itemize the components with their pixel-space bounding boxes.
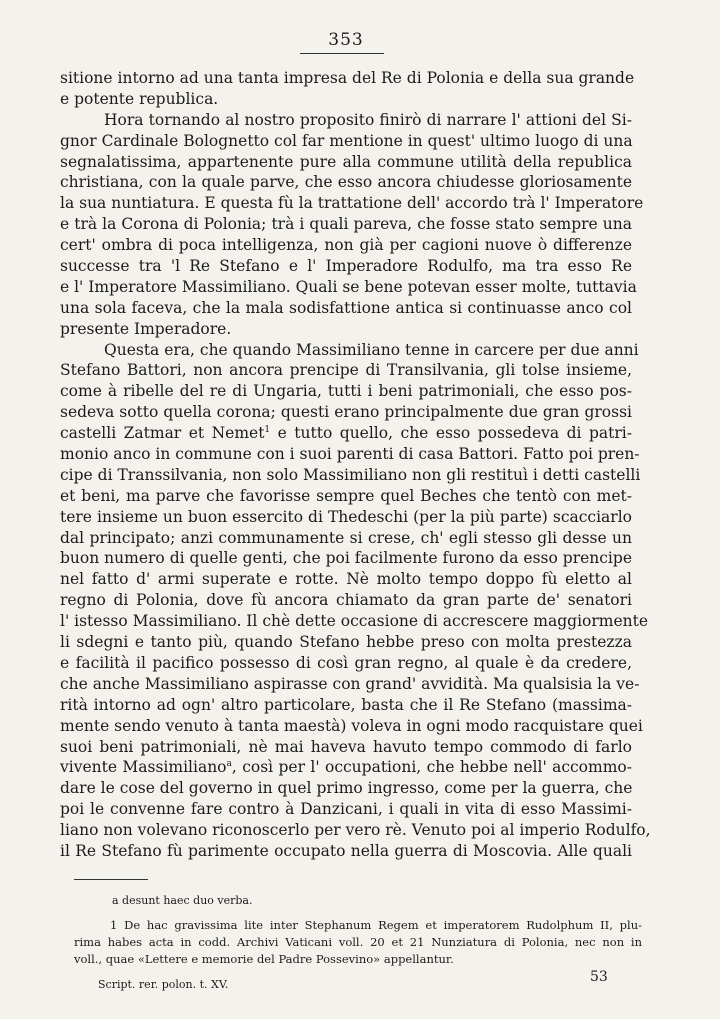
text-line: tere insieme un buon essercito di Thedeschi (per la più parte) scacciarlo [60, 507, 632, 526]
footnote-line: voll., quae «Lettere e memorie del Padre Possevino» appellantur. [74, 952, 454, 966]
text-segment: e tutto quello, che esso possedeva di patri- [277, 424, 632, 443]
footnote-rule [74, 879, 148, 880]
folio-number: 53 [590, 969, 608, 985]
text-segment: vivente Massimiliano [60, 758, 227, 777]
text-line: come à ribelle del re di Ungaria, tutti i beni patrimoniali, che esso pos- [60, 382, 632, 401]
body-text [60, 68, 651, 862]
text-line: il Re Stefano fù parimente occupato nella guerra di Moscovia. Alle quali [60, 841, 632, 860]
text-line: sedeva sotto quella corona; questi erano principalmente due gran grossi [60, 403, 632, 422]
page-number: 353 [328, 30, 364, 50]
footnote-a: a desunt haec duo verba. [112, 894, 253, 907]
text-line: l' istesso Massimiliano. Il chè dette occasione di accrescere maggiormente [60, 612, 649, 631]
text-line: et beni, ma parve che favorisse sempre quel Beches che tentò con met- [60, 486, 632, 505]
footnote-line: 1 De hac gravissima lite inter Stephanum Regem et imperatorem Rudolphum II, plu- [110, 918, 642, 932]
text-line [60, 423, 632, 444]
text-line: e facilità il pacifico possesso di così gran regno, al quale è da credere, [60, 653, 632, 672]
text-line: li sdegni e tanto più, quando Stefano hebbe preso con molta prestezza [60, 633, 632, 652]
text-line: poi le convenne fare contro à Danzicani, i quali in vita di esso Massimi- [60, 800, 632, 819]
footnote-1 [74, 917, 642, 968]
text-line: sitione intorno ad una tanta impresa del Re di Polonia e della sua grande [60, 69, 635, 87]
text-line [60, 757, 632, 778]
text-line: Stefano Battori, non ancora prencipe di Transilvania, gli tolse insieme, [60, 361, 632, 380]
text-line: buon numero di quelle genti, che poi facilmente furono da esso prencipe [60, 549, 632, 568]
text-line: successe tra 'l Re Stefano e l' Imperadore Rodulfo, ma tra esso Re [60, 257, 632, 276]
text-line: dal principato; anzi communamente si crese, ch' egli stesso gli desse un [60, 528, 632, 547]
text-line: cipe di Transsilvania, non solo Massimiliano non gli restituì i detti castelli [60, 465, 641, 484]
signature-mark: Script. rer. polon. t. XV. [98, 978, 229, 991]
text-line: una sola faceva, che la mala sodisfattione antica si continuasse anco col [60, 298, 632, 317]
text-line: mente sendo venuto à tanta maestà) voleva in ogni modo racquistare quei [60, 716, 643, 735]
text-line: liano non volevano riconoscerlo per vero rè. Venuto poi al imperio Rodulfo, [60, 821, 651, 840]
text-line: regno di Polonia, dove fù ancora chiamato da gran parte de' senatori [60, 591, 632, 610]
footnote-mark: 1 [264, 424, 271, 435]
text-line: e l' Imperatore Massimiliano. Quali se bene potevan esser molte, tuttavia [60, 277, 637, 296]
text-line: presente Imperadore. [60, 319, 232, 338]
footnote-mark: a [226, 759, 232, 770]
text-line: suoi beni patrimoniali, nè mai haveva havuto tempo commodo di farlo [60, 737, 632, 756]
text-line: e trà la Corona di Polonia; trà i quali pareva, che fosse stato sempre una [60, 215, 632, 234]
text-line: la sua nuntiatura. E questa fù la trattatione dell' accordo trà l' Imperatore [60, 194, 644, 213]
text-segment: castelli Zatmar et Nemet [60, 424, 265, 443]
text-line: e potente republica. [60, 89, 219, 108]
text-line: che anche Massimiliano aspirasse con grand' avvidità. Ma qualsisia la ve- [60, 674, 640, 693]
text-line: rità intorno ad ogn' altro particolare, basta che il Re Stefano (massima- [60, 695, 632, 714]
text-line: Hora tornando al nostro proposito finirò di narrare l' attioni del Si- [104, 110, 632, 129]
text-line: monio anco in commune con i suoi parenti di casa Battori. Fatto poi pren- [60, 445, 640, 464]
header-rule [300, 53, 384, 54]
text-line: nel fatto d' armi superate e rotte. Nè molto tempo doppo fù eletto al [60, 570, 632, 589]
text-line: cert' ombra di poca intelligenza, non già per cagioni nuove ò differenze [60, 236, 632, 255]
footnote-line: rima habes acta in codd. Archivi Vaticani voll. 20 et 21 Nunziatura di Polonia, nec non in [74, 935, 642, 949]
text-line: gnor Cardinale Bolognetto col far mentione in quest' ultimo luogo di una [60, 131, 633, 150]
text-line: segnalatissima, appartenente pure alla commune utilità della republica [60, 152, 632, 171]
text-line: dare le cose del governo in quel primo ingresso, come per la guerra, che [60, 779, 633, 798]
text-line: Questa era, che quando Massimiliano tenne in carcere per due anni [104, 340, 639, 359]
text-segment: , così per l' occupationi, che hebbe nell' accommo- [231, 758, 632, 777]
text-line: christiana, con la quale parve, che esso ancora chiudesse gloriosamente [60, 173, 632, 192]
